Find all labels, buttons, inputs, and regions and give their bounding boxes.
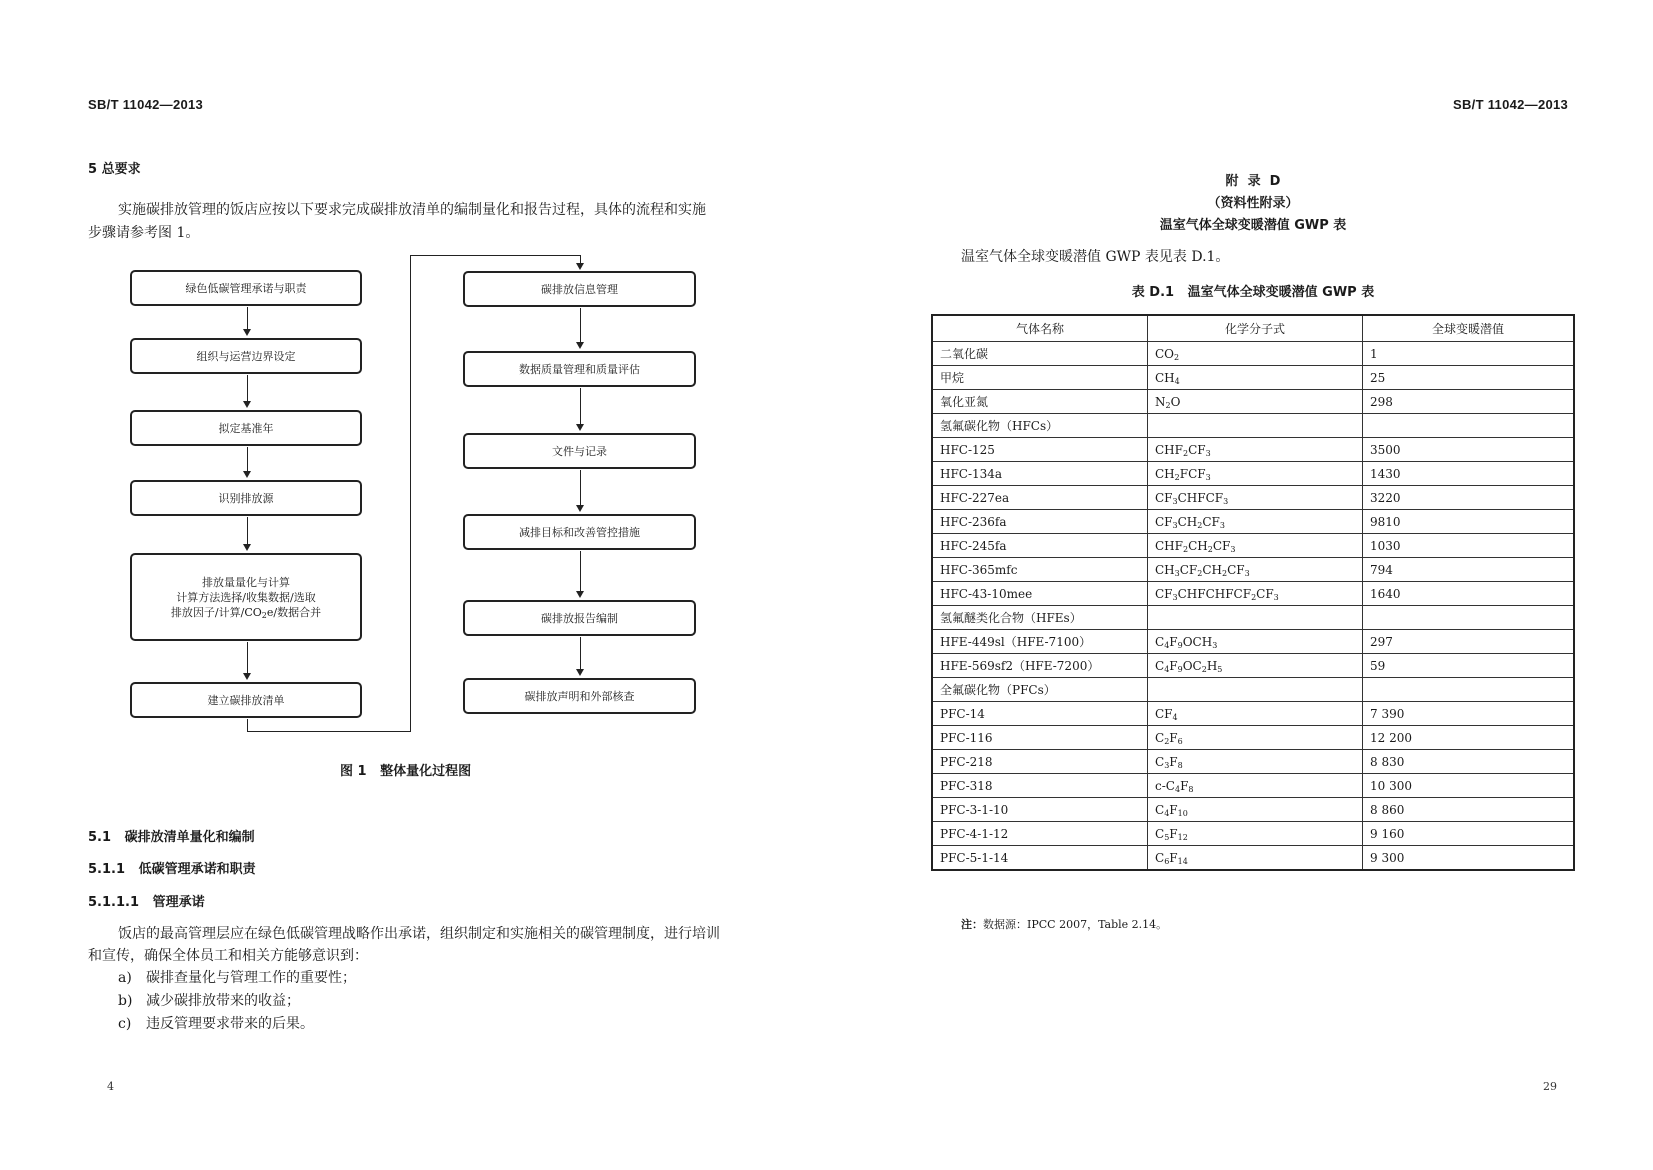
table-row <box>932 486 1574 510</box>
formula-subscript: 2 <box>1197 568 1203 578</box>
formula-part: CHFCHFCF <box>1177 586 1252 601</box>
formula-subscript: 9 <box>1177 664 1183 674</box>
formula-subscript: 2 <box>1207 544 1213 554</box>
appendix-name: 温室气体全球变暖潜值 GWP 表 <box>1159 218 1347 233</box>
appendix-title: 附 录 D <box>1225 174 1281 189</box>
table-header-row <box>932 315 1574 342</box>
flow-box-documents-label: 文件与记录 <box>552 444 607 458</box>
flow-box-baseline-label: 拟定基准年 <box>218 421 274 435</box>
arrow-line <box>247 517 248 545</box>
formula-part: C <box>1155 754 1165 769</box>
cell-gas-name: 氧化亚氮 <box>932 390 1148 414</box>
formula-part: CH <box>1177 514 1198 529</box>
formula-part: CO <box>1155 346 1175 361</box>
note-label: 注： <box>961 918 983 931</box>
formula-part: CF <box>1155 490 1173 505</box>
formula-subscript: 3 <box>1219 520 1225 530</box>
cell-gas-name: PFC-218 <box>932 750 1148 774</box>
formula-subscript: 2 <box>1165 400 1171 410</box>
formula-part: F <box>1169 850 1178 865</box>
formula-subscript: 3 <box>1223 496 1229 506</box>
table-row <box>932 726 1574 750</box>
formula-part: C <box>1155 730 1165 745</box>
cell-gas-name: HFC-236fa <box>932 510 1148 534</box>
formula-part: CH <box>1188 538 1208 553</box>
formula-part: F <box>1169 826 1178 841</box>
list-text: 违反管理要求带来的后果。 <box>146 1016 314 1032</box>
column-header-gwp: 全球变暖潜值 <box>1363 315 1575 342</box>
formula-part: F <box>1169 730 1178 745</box>
cell-gas-name: HFE-569sf2（HFE-7200） <box>932 654 1148 678</box>
list-item <box>118 1012 314 1036</box>
cell-gwp: 1430 <box>1363 462 1575 486</box>
arrow-line <box>580 637 581 670</box>
formula-subscript: 4 <box>1164 664 1170 674</box>
heading-5-1-1-1: 5.1.1.1 管理承诺 <box>88 895 205 910</box>
flow-box-info-management <box>463 271 696 307</box>
formula-subscript: 3 <box>1172 520 1178 530</box>
cell-gas-name: HFC-365mfc <box>932 558 1148 582</box>
formula-part: OC <box>1182 658 1202 673</box>
arrow-head <box>243 673 251 680</box>
formula-part: CHF <box>1155 442 1183 457</box>
table-row <box>932 342 1574 366</box>
arrow-line <box>580 388 581 425</box>
flow-box-quantification <box>130 553 362 641</box>
cell-gwp <box>1363 606 1575 630</box>
formula-part: CF <box>1155 514 1173 529</box>
formula-subscript: 6 <box>1177 736 1183 746</box>
flow-box-reduction-targets-label: 减排目标和改善管控措施 <box>519 525 640 539</box>
cell-gas-name: HFC-43-10mee <box>932 582 1148 606</box>
cell-gwp: 9 160 <box>1363 822 1575 846</box>
formula-part: CF <box>1155 586 1173 601</box>
formula-part: CF <box>1202 514 1220 529</box>
formula-subscript: 4 <box>1174 784 1181 794</box>
formula-subscript: 4 <box>1172 712 1178 722</box>
formula-subscript: 4 <box>1164 808 1170 818</box>
cell-gwp: 9810 <box>1363 510 1575 534</box>
formula-subscript: 2 <box>1174 352 1180 362</box>
cell-gwp: 8 830 <box>1363 750 1575 774</box>
formula-part: F <box>1169 754 1178 769</box>
table-row <box>932 510 1574 534</box>
formula-part: C <box>1155 826 1165 841</box>
arrow-line <box>580 551 581 592</box>
cell-formula <box>1148 630 1363 654</box>
section-5-heading: 5 总要求 <box>88 162 141 177</box>
flow-box-commitment <box>130 270 362 306</box>
formula-part: F <box>1180 778 1189 793</box>
formula-subscript: 3 <box>1205 472 1211 482</box>
connector-line <box>410 255 580 256</box>
cell-formula <box>1148 750 1363 774</box>
appendix-type: （资料性附录） <box>1207 196 1299 211</box>
flow-box-data-quality-label: 数据质量管理和质量评估 <box>519 362 640 376</box>
flow-box-sources <box>130 480 362 516</box>
cell-gas-name: PFC-4-1-12 <box>932 822 1148 846</box>
table-row <box>932 462 1574 486</box>
list-text: 减少碳排放带来的收益； <box>146 993 300 1009</box>
formula-subscript: 3 <box>1164 760 1170 770</box>
formula-subscript: 2 <box>1251 592 1257 602</box>
cell-gwp: 794 <box>1363 558 1575 582</box>
cell-formula <box>1148 438 1363 462</box>
commitment-para-line-1: 饭店的最高管理层应在绿色低碳管理战略作出承诺，组织制定和实施相关的碳管理制度，进行培训 <box>118 926 720 942</box>
list-marker: a) <box>118 970 132 986</box>
cell-gwp: 10 300 <box>1363 774 1575 798</box>
formula-subscript: 14 <box>1177 856 1188 866</box>
formula-subscript: 3 <box>1172 496 1178 506</box>
arrow-line <box>247 307 248 330</box>
list-item <box>118 966 356 990</box>
formula-subscript: 4 <box>1174 376 1180 386</box>
cell-formula <box>1148 366 1363 390</box>
flow-line3-part-a: 排放因子/计算/CO <box>170 605 262 619</box>
formula-part: CF <box>1256 586 1274 601</box>
note-text: 数据源：IPCC 2007，Table 2.14。 <box>983 918 1168 931</box>
arrow-head <box>243 471 251 478</box>
cell-gas-name: HFC-125 <box>932 438 1148 462</box>
appendix-intro: 温室气体全球变暖潜值 GWP 表见表 D.1。 <box>961 249 1230 265</box>
cell-gwp: 1 <box>1363 342 1575 366</box>
formula-part: CH <box>1155 562 1175 577</box>
left-page-number: 4 <box>107 1080 114 1093</box>
list-marker: c) <box>118 1016 132 1032</box>
cell-gwp <box>1363 678 1575 702</box>
flow-box-report <box>463 600 696 636</box>
flow-line3-sub: 2 <box>261 610 267 620</box>
table-row <box>932 366 1574 390</box>
table-row <box>932 678 1574 702</box>
flow-box-quantification-title: 排放量量化与计算 <box>202 575 290 589</box>
formula-subscript: 2 <box>1174 472 1180 482</box>
gwp-table <box>931 314 1575 871</box>
table-row <box>932 846 1574 871</box>
right-page-header: SB/T 11042—2013 <box>1453 97 1569 112</box>
cell-formula <box>1148 726 1363 750</box>
cell-gwp: 59 <box>1363 654 1575 678</box>
cell-gwp: 3500 <box>1363 438 1575 462</box>
cell-formula <box>1148 582 1363 606</box>
flow-box-reduction-targets <box>463 514 696 550</box>
formula-subscript: 2 <box>1222 568 1228 578</box>
arrow-line <box>580 308 581 343</box>
cell-formula <box>1148 822 1363 846</box>
formula-subscript: 2 <box>1182 448 1189 458</box>
cell-formula <box>1148 654 1363 678</box>
flow-box-inventory <box>130 682 362 718</box>
formula-subscript: 5 <box>1217 664 1223 674</box>
list-marker: b) <box>118 993 133 1009</box>
cell-formula <box>1148 678 1363 702</box>
flow-box-boundary-label: 组织与运营边界设定 <box>196 349 296 363</box>
cell-gas-name: HFC-227ea <box>932 486 1148 510</box>
arrow-head <box>576 505 584 512</box>
arrow-line <box>580 470 581 506</box>
cell-gwp: 25 <box>1363 366 1575 390</box>
cell-gas-name: HFE-449sl（HFE-7100） <box>932 630 1148 654</box>
table-row <box>932 390 1574 414</box>
formula-part: c-C <box>1155 778 1175 793</box>
arrow-line <box>247 642 248 674</box>
formula-subscript: 8 <box>1188 784 1194 794</box>
arrow-head <box>576 424 584 431</box>
cell-gas-name: PFC-318 <box>932 774 1148 798</box>
formula-part: F <box>1169 658 1178 673</box>
intro-line-2: 步骤请参考图 1。 <box>88 225 200 241</box>
cell-gas-name: 氢氟醚类化合物（HFEs） <box>932 606 1148 630</box>
cell-formula <box>1148 798 1363 822</box>
formula-part: FCF <box>1179 466 1206 481</box>
cell-formula <box>1148 774 1363 798</box>
formula-part: CHFCF <box>1177 490 1224 505</box>
cell-gwp: 298 <box>1363 390 1575 414</box>
formula-subscript: 3 <box>1174 568 1180 578</box>
formula-subscript: 2 <box>1182 544 1189 554</box>
formula-subscript: 8 <box>1177 760 1183 770</box>
formula-part: CF <box>1188 442 1206 457</box>
table-row <box>932 798 1574 822</box>
cell-gas-name: 氢氟碳化物（HFCs） <box>932 414 1148 438</box>
arrow-head <box>576 342 584 349</box>
arrow-head <box>243 329 251 336</box>
formula-subscript: 9 <box>1177 640 1183 650</box>
table-row <box>932 558 1574 582</box>
formula-part: O <box>1170 394 1181 409</box>
flow-box-documents <box>463 433 696 469</box>
formula-part: CH <box>1202 562 1223 577</box>
formula-subscript: 3 <box>1172 592 1178 602</box>
cell-formula <box>1148 846 1363 871</box>
flow-box-verification-label: 碳排放声明和外部核查 <box>524 689 635 703</box>
connector-line <box>247 731 411 732</box>
formula-part: OCH <box>1182 634 1213 649</box>
cell-formula <box>1148 558 1363 582</box>
formula-subscript: 4 <box>1164 640 1170 650</box>
table-row <box>932 702 1574 726</box>
cell-gwp: 7 390 <box>1363 702 1575 726</box>
formula-subscript: 12 <box>1177 832 1188 842</box>
figure-caption: 图 1 整体量化过程图 <box>340 764 472 779</box>
cell-gas-name: 全氟碳化物（PFCs） <box>932 678 1148 702</box>
flow-box-info-management-label: 碳排放信息管理 <box>541 282 618 296</box>
formula-part: C <box>1155 802 1165 817</box>
commitment-para-line-2: 和宣传，确保全体员工和相关方能够意识到： <box>88 948 368 964</box>
cell-formula <box>1148 462 1363 486</box>
flow-box-baseline <box>130 410 362 446</box>
cell-formula <box>1148 534 1363 558</box>
formula-part: CH <box>1155 466 1175 481</box>
table-row <box>932 750 1574 774</box>
arrow-line <box>247 447 248 472</box>
table-row <box>932 582 1574 606</box>
arrow-head <box>243 544 251 551</box>
cell-formula <box>1148 390 1363 414</box>
flow-box-sources-label: 识别排放源 <box>218 491 274 505</box>
flow-box-quantification-line3 <box>171 605 321 620</box>
formula-part: CF <box>1179 562 1198 577</box>
arrow-line <box>247 375 248 402</box>
cell-formula <box>1148 702 1363 726</box>
cell-formula <box>1148 414 1363 438</box>
formula-part: CHF <box>1155 538 1183 553</box>
formula-subscript: 3 <box>1244 568 1250 578</box>
cell-gwp: 1030 <box>1363 534 1575 558</box>
table-row <box>932 822 1574 846</box>
arrow-head <box>576 591 584 598</box>
heading-5-1: 5.1 碳排放清单量化和编制 <box>88 830 255 845</box>
flow-line3-part-b: e/数据合并 <box>266 605 322 619</box>
table-row <box>932 774 1574 798</box>
formula-subscript: 10 <box>1177 808 1188 818</box>
list-text: 碳排查量化与管理工作的重要性； <box>146 970 356 986</box>
formula-subscript: 2 <box>1164 736 1170 746</box>
formula-part: C <box>1155 634 1165 649</box>
cell-gwp: 3220 <box>1363 486 1575 510</box>
cell-gwp: 12 200 <box>1363 726 1575 750</box>
flow-box-verification <box>463 678 696 714</box>
cell-formula <box>1148 510 1363 534</box>
flow-box-quantification-line2: 计算方法选择/收集数据/选取 <box>176 590 316 604</box>
table-row <box>932 654 1574 678</box>
cell-gas-name: 甲烷 <box>932 366 1148 390</box>
flow-box-data-quality <box>463 351 696 387</box>
cell-gas-name: 二氧化碳 <box>932 342 1148 366</box>
column-header-gas-name: 气体名称 <box>932 315 1148 342</box>
cell-gwp: 297 <box>1363 630 1575 654</box>
flow-box-boundary <box>130 338 362 374</box>
formula-subscript: 3 <box>1230 544 1236 554</box>
formula-part: N <box>1155 394 1166 409</box>
intro-line-1: 实施碳排放管理的饭店应按以下要求完成碳排放清单的编制量化和报告过程，具体的流程和实施 <box>118 202 706 218</box>
arrow-head <box>576 263 584 270</box>
table-row <box>932 414 1574 438</box>
table-row <box>932 438 1574 462</box>
formula-part: CH <box>1155 370 1175 385</box>
formula-subscript: 3 <box>1205 448 1211 458</box>
heading-5-1-1: 5.1.1 低碳管理承诺和职责 <box>88 862 256 877</box>
formula-part: C <box>1155 658 1165 673</box>
list-item <box>118 989 300 1013</box>
formula-subscript: 5 <box>1164 832 1170 842</box>
formula-part: F <box>1169 802 1178 817</box>
formula-part: CF <box>1227 562 1245 577</box>
cell-formula <box>1148 486 1363 510</box>
cell-gas-name: HFC-245fa <box>932 534 1148 558</box>
table-note <box>961 916 1167 932</box>
formula-part: CF <box>1212 538 1231 553</box>
connector-line <box>410 255 411 732</box>
table-row <box>932 606 1574 630</box>
column-header-formula: 化学分子式 <box>1148 315 1363 342</box>
formula-subscript: 3 <box>1273 592 1279 602</box>
cell-gwp <box>1363 414 1575 438</box>
table-body <box>932 342 1574 871</box>
formula-part: CF <box>1155 706 1173 721</box>
table-row <box>932 630 1574 654</box>
table-caption: 表 D.1 温室气体全球变暖潜值 GWP 表 <box>1131 285 1375 300</box>
arrow-head <box>576 669 584 676</box>
cell-formula <box>1148 606 1363 630</box>
formula-subscript: 6 <box>1164 856 1170 866</box>
cell-gwp: 1640 <box>1363 582 1575 606</box>
flow-box-commitment-label: 绿色低碳管理承诺与职责 <box>185 281 307 295</box>
arrow-head <box>243 401 251 408</box>
cell-gas-name: PFC-3-1-10 <box>932 798 1148 822</box>
table-row <box>932 534 1574 558</box>
cell-gwp: 9 300 <box>1363 846 1575 871</box>
connector-line <box>580 255 581 263</box>
formula-part: H <box>1206 658 1218 673</box>
cell-gwp: 8 860 <box>1363 798 1575 822</box>
left-page-header: SB/T 11042—2013 <box>88 97 204 112</box>
right-page-number: 29 <box>1543 1080 1557 1093</box>
formula-subscript: 2 <box>1197 520 1203 530</box>
formula-part: C <box>1155 850 1165 865</box>
formula-subscript: 3 <box>1212 640 1218 650</box>
formula-part: F <box>1169 634 1178 649</box>
formula-subscript: 2 <box>1201 664 1207 674</box>
cell-gas-name: PFC-116 <box>932 726 1148 750</box>
cell-gas-name: PFC-5-1-14 <box>932 846 1148 871</box>
cell-formula <box>1148 342 1363 366</box>
cell-gas-name: PFC-14 <box>932 702 1148 726</box>
flow-box-report-label: 碳排放报告编制 <box>541 611 618 625</box>
flow-box-inventory-label: 建立碳排放清单 <box>207 693 285 707</box>
cell-gas-name: HFC-134a <box>932 462 1148 486</box>
